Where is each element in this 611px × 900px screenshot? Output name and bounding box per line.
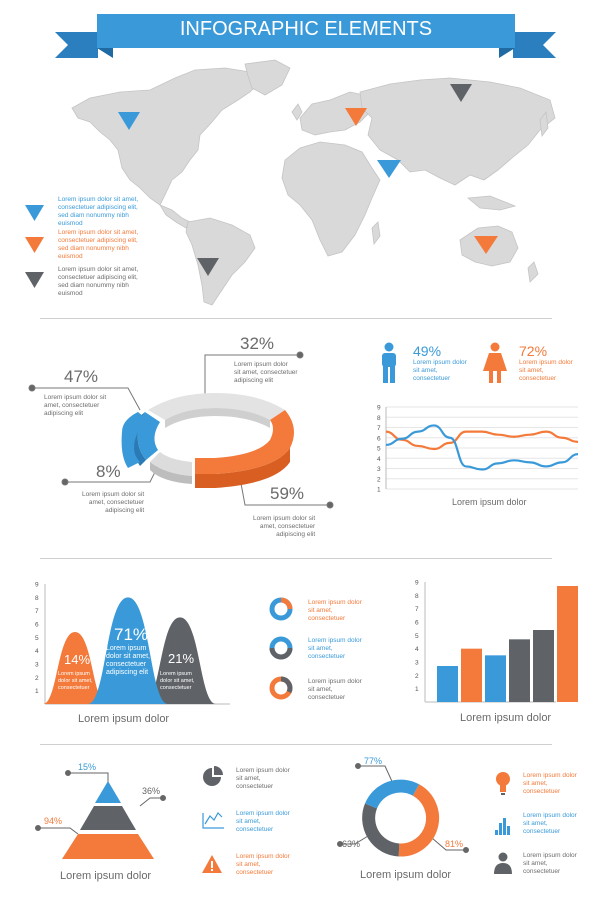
donut-label-47: 47% [64,367,99,386]
donut-label-8: 8% [96,462,121,481]
bar-ytick: 8 [415,592,419,600]
bell-ytick: 4 [35,648,39,656]
bar-ytick: 1 [415,686,419,694]
line-ytick: 4 [377,455,381,463]
male-text: Lorem ipsum dolor sit amet, consectetuer [413,359,467,382]
icon-right-text-2: Lorem ipsum dolor sit amet, consectetuer [523,812,577,835]
line-ytick: 3 [377,466,381,473]
bell-text-21: Lorem ipsum dolor sit amet, consectetuer [160,671,195,691]
bell-ytick: 5 [35,634,39,642]
donut-text-32: Lorem ipsum dolor sit amet, consectetuer adipiscing elit [234,361,298,384]
bar-ytick: 3 [415,659,419,667]
donut-text-59: Lorem ipsum dolor sit amet, consectetuer adipiscing elit [253,515,316,538]
bar-ytick: 9 [415,579,419,587]
bell-ytick: 8 [35,594,39,602]
bell-label-21: 21% [168,651,195,666]
female-percent: 72% [519,343,548,359]
bell-label-14: 14% [64,652,91,667]
pyramid-caption: Lorem ipsum dolor [60,870,152,882]
bell-text-71: Lorem ipsum dolor sit amet, consectetuer adipiscing elit [106,645,150,676]
bell-label-71: 71% [114,625,149,644]
bell-ytick: 2 [35,674,39,682]
bell-ytick: 6 [35,621,39,629]
pyramid-label-bottom: 94% [44,816,63,826]
bell-ytick: 3 [35,661,39,669]
bar-ytick: 5 [415,632,419,640]
ring-label-right: 81% [445,839,464,849]
map-legend-text-2: Lorem ipsum dolor sit amet, consectetuer adipiscing elit, sed diam nonummy nibh euismod [58,229,139,260]
ring-text-1: Lorem ipsum dolor sit amet, consectetuer [308,599,362,622]
ring-chart-caption: Lorem ipsum dolor [360,869,452,881]
line-ytick: 6 [377,435,381,443]
donut-label-59: 59% [270,484,305,503]
map-legend-text-1: Lorem ipsum dolor sit amet, consectetuer adipiscing elit, sed diam nonummy nibh euismod [58,196,139,227]
bell-text-14: Lorem ipsum dolor sit amet, consectetuer [58,671,93,691]
icon-left-text-2: Lorem ipsum dolor sit amet, consectetuer [236,810,290,833]
icon-left-text-1: Lorem ipsum dolor sit amet, consectetuer [236,767,290,790]
donut-label-32: 32% [240,334,275,353]
bell-ytick: 1 [35,688,39,696]
banner-title: INFOGRAPHIC ELEMENTS [179,18,433,40]
line-ytick: 9 [377,404,381,412]
bar-ytick: 2 [415,672,419,680]
icon-right-text-1: Lorem ipsum dolor sit amet, consectetuer [523,772,577,795]
bar-ytick: 4 [415,646,419,654]
bar-ytick: 6 [415,619,419,627]
bell-chart-caption: Lorem ipsum dolor [78,713,170,725]
female-text: Lorem ipsum dolor sit amet, consectetuer [519,359,573,382]
donut-text-47: Lorem ipsum dolor sit amet, consectetuer adipiscing elit [44,394,107,417]
ring-text-2: Lorem ipsum dolor sit amet, consectetuer [308,637,362,660]
bar-ytick: 7 [415,606,419,614]
ring-label-left: 63% [342,839,361,849]
lightbulb-icon [496,772,510,795]
line-chart-caption: Lorem ipsum dolor [452,497,527,507]
line-ytick: 8 [377,414,381,422]
donut-text-8: Lorem ipsum dolor sit amet, consectetuer adipiscing elit [82,491,145,514]
line-ytick: 2 [377,476,381,484]
line-ytick: 7 [377,425,381,432]
icon-right-text-3: Lorem ipsum dolor sit amet, consectetuer [523,852,577,875]
person-icon [494,853,512,875]
map-legend-text-3: Lorem ipsum dolor sit amet, consectetuer adipiscing elit, sed diam nonummy nibh euismod [58,266,139,297]
ring-label-top: 77% [364,756,383,766]
pyramid-label-top: 15% [78,762,97,772]
line-ytick: 1 [377,486,381,494]
equalizer-icon [495,818,510,835]
line-ytick: 5 [377,445,381,453]
ring-text-3: Lorem ipsum dolor sit amet, consectetuer [308,678,362,701]
bell-ytick: 7 [35,608,39,616]
pyramid-label-mid: 36% [142,786,161,796]
bell-ytick: 9 [35,581,39,589]
male-percent: 49% [413,343,442,359]
icon-left-text-3: Lorem ipsum dolor sit amet, consectetuer [236,853,290,876]
bar-chart-caption: Lorem ipsum dolor [460,712,552,724]
